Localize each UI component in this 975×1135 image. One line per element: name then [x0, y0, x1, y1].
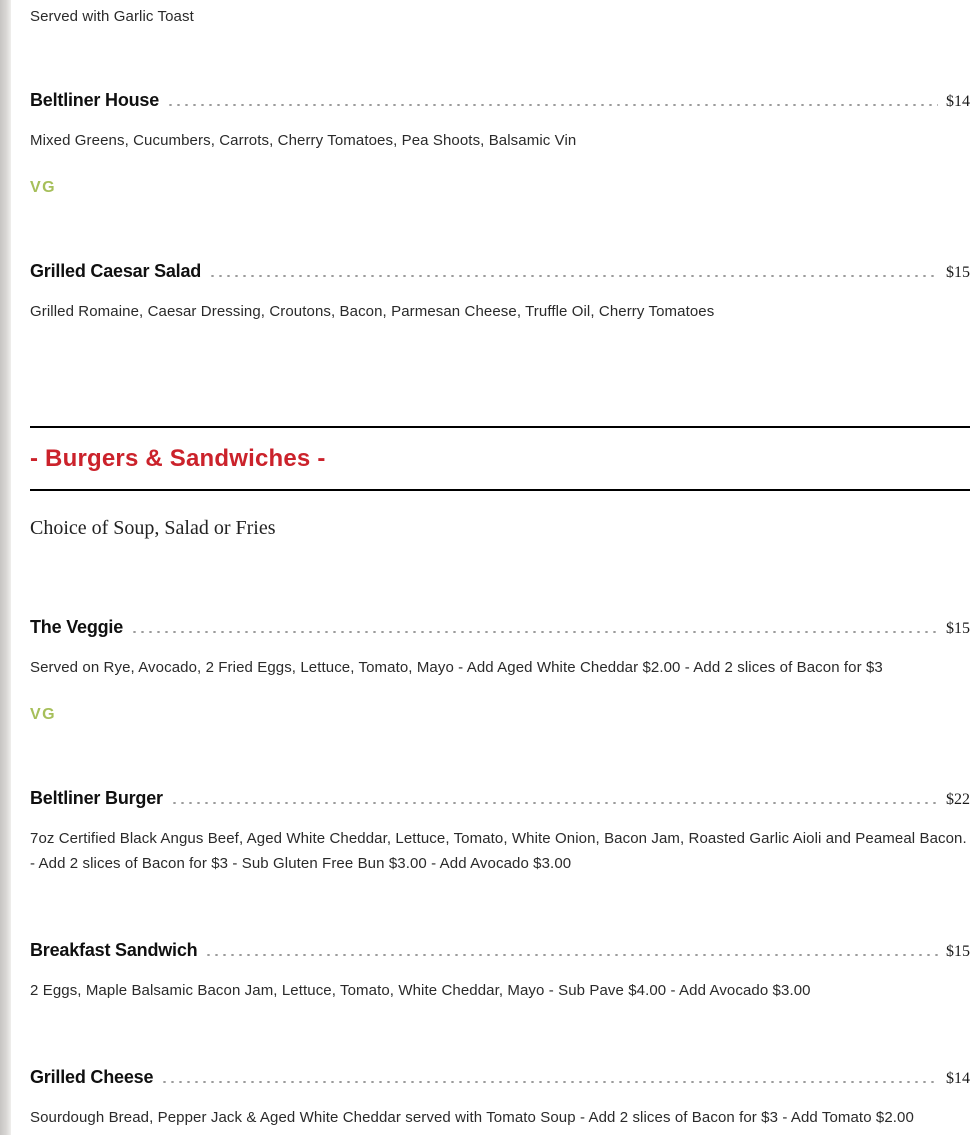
item-price: $14 [946, 93, 970, 110]
section-header [30, 426, 970, 491]
dotted-leader [163, 1081, 938, 1083]
item-title-row [30, 90, 970, 111]
menu-item [30, 261, 970, 324]
item-title-row [30, 940, 970, 961]
menu-item [30, 788, 970, 876]
dotted-leader [133, 631, 938, 633]
item-description: Sourdough Bread, Pepper Jack & Aged White Cheddar served with Tomato Soup - Add 2 slices of Bacon for $3 - Add Tomato $2.00 [30, 1109, 914, 1126]
item-price: $14 [946, 1070, 970, 1087]
section-title: - Burgers & Sandwiches - [30, 445, 326, 472]
item-description: Mixed Greens, Cucumbers, Carrots, Cherry Tomatoes, Pea Shoots, Balsamic Vin [30, 132, 577, 149]
item-title-row [30, 788, 970, 809]
menu-item [30, 940, 970, 1003]
item-name: Beltliner House [30, 90, 160, 110]
dotted-leader [173, 802, 938, 804]
item-description: 7oz Certified Black Angus Beef, Aged White Cheddar, Lettuce, Tomato, White Onion, Bacon Jam, Roasted Garlic Aioli and Peameal Bacon. - Add 2 slices of Bacon for $3 - Sub Gluten Free Bun $3.00 - Add Avocado $3.00 [30, 830, 967, 872]
section-rule-bottom [30, 489, 970, 491]
item-price: $22 [946, 791, 970, 808]
item-price: $15 [946, 620, 970, 637]
dotted-leader [169, 104, 938, 106]
vegetarian-badge: VG [30, 179, 57, 196]
menu-item [30, 90, 970, 197]
item-price: $15 [946, 264, 970, 281]
item-name: Grilled Cheese [30, 1067, 154, 1087]
item-price: $15 [946, 943, 970, 960]
item-name: Beltliner Burger [30, 788, 163, 808]
dotted-leader [211, 275, 938, 277]
item-title-row [30, 617, 970, 638]
item-title-row [30, 1067, 970, 1088]
menu-item [30, 617, 970, 724]
dotted-leader [207, 954, 938, 956]
section-rule-top [30, 426, 970, 428]
item-title-row [30, 261, 970, 282]
item-description: Served on Rye, Avocado, 2 Fried Eggs, Lettuce, Tomato, Mayo - Add Aged White Cheddar $2.00 - Add 2 slices of Bacon for $3 [30, 659, 883, 676]
vegetarian-badge: VG [30, 706, 57, 723]
page-edge-strip [0, 0, 11, 1135]
item-description: 2 Eggs, Maple Balsamic Bacon Jam, Lettuce, Tomato, White Cheddar, Mayo - Sub Pave $4.00 - Add Avocado $3.00 [30, 982, 811, 999]
menu-item [30, 1067, 970, 1130]
item-name: Grilled Caesar Salad [30, 261, 202, 281]
intro-note: Served with Garlic Toast [30, 8, 194, 25]
section-note: Choice of Soup, Salad or Fries [30, 517, 276, 539]
item-name: Breakfast Sandwich [30, 940, 198, 960]
item-description: Grilled Romaine, Caesar Dressing, Croutons, Bacon, Parmesan Cheese, Truffle Oil, Cherry Tomatoes [30, 303, 715, 320]
item-name: The Veggie [30, 617, 124, 637]
